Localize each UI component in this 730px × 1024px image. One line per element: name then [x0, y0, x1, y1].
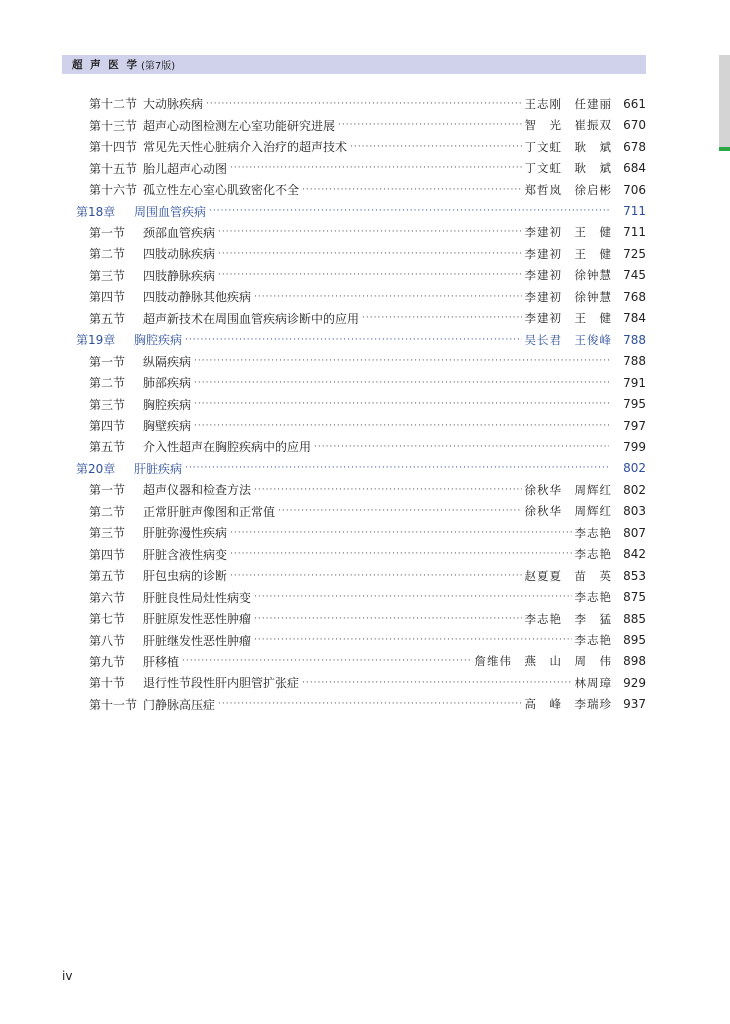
dot-leader — [185, 335, 521, 345]
toc-section-row — [89, 308, 646, 330]
toc-section-row — [89, 586, 646, 608]
entry-authors: 李志艳 — [574, 633, 612, 647]
page-number: 807 — [623, 525, 646, 540]
section-title: 肝脏弥漫性疾病 — [143, 526, 228, 541]
dot-leader — [302, 678, 571, 688]
entry-authors: 智 光 崔振双 — [524, 118, 612, 133]
section-title: 超声仪器和检查方法 — [143, 483, 252, 498]
section-number: 第十四节 — [89, 140, 138, 155]
page-folio: iv — [62, 969, 73, 983]
section-title: 胸腔疾病 — [143, 397, 192, 412]
toc-chapter-row — [76, 329, 646, 351]
section-title: 门静脉高压症 — [143, 697, 216, 712]
dot-leader — [302, 185, 521, 195]
section-number: 第四节 — [89, 290, 126, 305]
section-number: 第三节 — [89, 268, 126, 283]
section-number: 第五节 — [89, 569, 126, 584]
section-title: 肺部疾病 — [143, 376, 192, 391]
toc-section-row — [89, 265, 646, 287]
toc-section-row — [89, 179, 646, 201]
section-number: 第二节 — [89, 504, 126, 519]
toc-section-row — [89, 114, 646, 136]
toc-section-row — [89, 694, 646, 716]
dot-leader — [194, 399, 609, 409]
toc-section-row — [89, 522, 646, 544]
section-number: 第二节 — [89, 247, 126, 262]
section-number: 第三节 — [89, 526, 126, 541]
page-number: 895 — [623, 633, 646, 647]
section-title: 四肢静脉疾病 — [143, 268, 216, 283]
toc-section-row — [89, 565, 646, 587]
entry-authors: 徐秋华 周辉红 — [524, 482, 612, 497]
section-number: 第六节 — [89, 590, 126, 605]
toc-section-row — [89, 136, 646, 158]
toc-section-row — [89, 157, 646, 179]
toc-section-row — [89, 222, 646, 244]
running-header — [62, 55, 646, 74]
section-title: 胸壁疾病 — [143, 419, 192, 433]
page-number: 745 — [623, 268, 646, 283]
entry-authors: 赵夏夏 苗 英 — [524, 568, 612, 583]
page-number: 711 — [623, 225, 646, 240]
dot-leader — [254, 292, 521, 302]
page-number: 788 — [623, 332, 646, 347]
section-number: 第一节 — [89, 354, 126, 369]
chapter-number: 第19章 — [76, 333, 116, 348]
toc-section-row — [89, 415, 646, 437]
section-title: 肝包虫病的诊断 — [143, 569, 228, 584]
page-number: 898 — [623, 654, 646, 669]
page-number: 802 — [623, 482, 646, 497]
toc-section-row — [89, 479, 646, 501]
section-number: 第三节 — [89, 397, 126, 412]
page-number: 725 — [623, 246, 646, 261]
page-number: 929 — [623, 675, 646, 690]
section-number: 第五节 — [89, 440, 126, 455]
section-title: 胎儿超声心动图 — [143, 161, 228, 176]
page-number: 706 — [623, 182, 646, 197]
page-number: 853 — [623, 568, 646, 583]
chapter-title: 胸腔疾病 — [134, 333, 183, 348]
toc-section-row — [89, 501, 646, 523]
section-number: 第十节 — [89, 676, 126, 691]
dot-leader — [185, 463, 609, 473]
section-title: 超声心动图检测左心室功能研究进展 — [143, 118, 336, 133]
dot-leader — [206, 99, 521, 109]
dot-leader — [194, 378, 609, 388]
dot-leader — [254, 485, 521, 495]
page-number: 885 — [623, 611, 646, 626]
section-title: 大动脉疾病 — [143, 97, 204, 112]
section-number: 第二节 — [89, 376, 126, 391]
toc-section-row — [89, 672, 646, 694]
dot-leader — [230, 571, 521, 581]
page-number: 875 — [623, 590, 646, 605]
entry-authors: 李建初 徐钟慧 — [524, 289, 612, 304]
section-title: 常见先天性心脏病介入治疗的超声技术 — [143, 140, 348, 155]
dot-leader — [218, 270, 521, 280]
dot-leader — [254, 614, 521, 624]
dot-leader — [218, 699, 521, 709]
section-title: 纵隔疾病 — [143, 354, 192, 369]
page-number: 797 — [623, 418, 646, 433]
toc-section-row — [89, 651, 646, 673]
section-number: 第十三节 — [89, 118, 138, 133]
section-title: 介入性超声在胸腔疾病中的应用 — [143, 440, 312, 455]
section-title: 肝移植 — [143, 654, 180, 669]
section-number: 第一节 — [89, 483, 126, 498]
dot-leader — [350, 142, 521, 152]
section-number: 第五节 — [89, 311, 126, 326]
page-number: 711 — [623, 204, 646, 218]
dot-leader — [218, 249, 521, 259]
section-number: 第八节 — [89, 633, 126, 648]
dot-leader — [194, 356, 609, 366]
section-title: 孤立性左心室心肌致密化不全 — [143, 183, 300, 198]
page-number: 799 — [623, 439, 646, 454]
entry-authors: 李志艳 李 猛 — [524, 611, 612, 626]
toc-section-row — [89, 608, 646, 630]
dot-leader — [218, 227, 521, 237]
chapter-number: 第18章 — [76, 204, 116, 219]
entry-authors: 李志艳 — [574, 525, 612, 540]
dot-leader — [254, 635, 571, 645]
section-title: 四肢动脉疾病 — [143, 247, 216, 262]
page-number: 842 — [623, 547, 646, 562]
entry-authors: 王志刚 任建丽 — [524, 96, 612, 111]
toc-section-row — [89, 372, 646, 394]
section-number: 第十五节 — [89, 161, 138, 176]
section-title: 肝脏原发性恶性肿瘤 — [143, 612, 252, 627]
page-number: 791 — [623, 375, 646, 390]
book-edition: (第7版) — [140, 61, 176, 72]
chapter-title: 肝脏疾病 — [134, 461, 183, 476]
page-number: 802 — [623, 461, 646, 476]
page-number: 768 — [623, 289, 646, 304]
page-number: 684 — [623, 161, 646, 176]
section-title: 退行性节段性肝内胆管扩张症 — [143, 676, 300, 691]
section-title: 四肢动静脉其他疾病 — [143, 290, 252, 305]
dot-leader — [182, 656, 471, 666]
entry-authors: 詹维伟 燕 山 周 伟 — [474, 654, 612, 669]
side-thumb-marker — [719, 147, 730, 151]
dot-leader — [314, 442, 609, 452]
book-title: 超 声 医 学 — [72, 59, 139, 71]
page-number: 803 — [623, 504, 646, 519]
toc-chapter-row — [76, 458, 646, 480]
page-number: 661 — [623, 96, 646, 111]
page-number: 678 — [623, 139, 646, 154]
toc-section-row — [89, 393, 646, 415]
toc-chapter-row — [76, 200, 646, 222]
section-number: 第十二节 — [89, 97, 138, 112]
entry-authors: 郑哲岚 徐启彬 — [524, 182, 612, 197]
section-number: 第九节 — [89, 654, 126, 669]
page-number: 670 — [623, 118, 646, 133]
entry-authors: 李建初 徐钟慧 — [524, 268, 612, 283]
chapter-title: 周围血管疾病 — [134, 204, 207, 219]
section-number: 第十六节 — [89, 183, 138, 198]
dot-leader — [278, 506, 521, 516]
dot-leader — [230, 163, 521, 173]
dot-leader — [362, 313, 521, 323]
entry-authors: 丁文虹 耿 斌 — [524, 161, 612, 176]
section-number: 第七节 — [89, 612, 126, 627]
section-title: 肝脏良性局灶性病变 — [143, 590, 252, 605]
entry-authors: 李志艳 — [574, 590, 612, 605]
page-number: 788 — [623, 354, 646, 369]
toc-section-row — [89, 436, 646, 458]
dot-leader — [209, 206, 609, 216]
entry-authors: 吴长君 王俊峰 — [524, 332, 612, 347]
entry-authors: 高 峰 李瑞珍 — [524, 697, 612, 712]
section-title: 正常肝脏声像图和正常值 — [143, 504, 276, 519]
section-title: 颈部血管疾病 — [143, 225, 216, 240]
entry-authors: 徐秋华 周辉红 — [524, 504, 612, 519]
toc-section-row — [89, 629, 646, 651]
side-thumb-tab — [719, 55, 730, 147]
entry-authors: 李志艳 — [574, 547, 612, 562]
chapter-number: 第20章 — [76, 461, 116, 476]
dot-leader — [254, 592, 571, 602]
section-title: 肝脏继发性恶性肿瘤 — [143, 633, 252, 648]
page-number: 937 — [623, 697, 646, 712]
dot-leader — [230, 549, 571, 559]
dot-leader — [194, 421, 609, 431]
toc-section-row — [89, 543, 646, 565]
entry-authors: 丁文虹 耿 斌 — [524, 139, 612, 154]
page-number: 795 — [623, 397, 646, 412]
section-number: 第十一节 — [89, 697, 138, 712]
entry-authors: 李建初 王 健 — [524, 225, 612, 240]
dot-leader — [338, 120, 521, 130]
entry-authors: 李建初 王 健 — [524, 311, 612, 326]
toc-section-row — [89, 243, 646, 265]
section-number: 第四节 — [89, 419, 126, 433]
section-title: 肝脏含液性病变 — [143, 547, 228, 562]
section-title: 超声新技术在周围血管疾病诊断中的应用 — [143, 311, 360, 326]
page-number: 784 — [623, 311, 646, 326]
entry-authors: 林周璋 — [574, 675, 612, 690]
toc-section-row — [89, 93, 646, 115]
section-number: 第四节 — [89, 547, 126, 562]
toc-section-row — [89, 286, 646, 308]
dot-leader — [230, 528, 571, 538]
toc-section-row — [89, 350, 646, 372]
entry-authors: 李建初 王 健 — [524, 246, 612, 261]
section-number: 第一节 — [89, 225, 126, 240]
